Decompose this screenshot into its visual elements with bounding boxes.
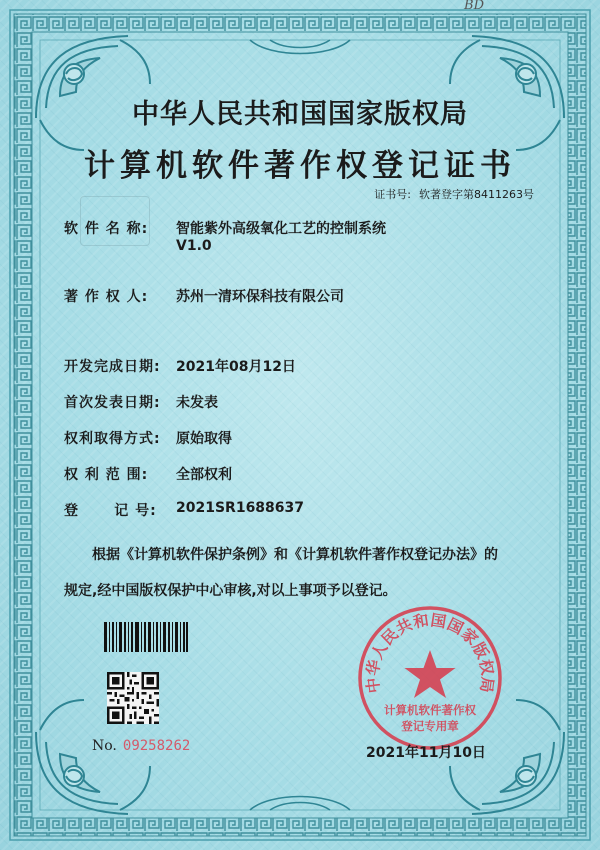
issue-date: 2021年11月10日 bbox=[366, 745, 486, 761]
field-label-completion-date: 开发完成日期: bbox=[64, 359, 161, 375]
certification-text-line2: 规定,经中国版权保护中心审核,对以上事项予以登记。 bbox=[64, 583, 397, 599]
official-seal bbox=[356, 604, 504, 752]
field-label-software-name: 软 件 名 称: bbox=[64, 221, 149, 237]
field-label-acquisition-method: 权利取得方式: bbox=[64, 431, 161, 447]
certificate-title: 计算机软件著作权登记证书 bbox=[84, 148, 516, 184]
field-value-copyright-owner: 苏州一清环保科技有限公司 bbox=[176, 289, 344, 305]
field-value-acquisition-method: 原始取得 bbox=[176, 431, 232, 447]
field-value-rights-scope: 全部权利 bbox=[176, 467, 232, 483]
issuing-authority: 中华人民共和国国家版权局 bbox=[132, 99, 468, 130]
certification-text-line1: 根据《计算机软件保护条例》和《计算机软件著作权登记办法》的 bbox=[92, 547, 498, 563]
field-label-copyright-owner: 著 作 权 人: bbox=[64, 289, 149, 305]
seal-star-icon bbox=[405, 650, 456, 698]
handwritten-mark: BD bbox=[464, 0, 484, 13]
serial-number bbox=[92, 738, 190, 754]
field-value-completion-date: 2021年08月12日 bbox=[176, 359, 296, 375]
field-label-registration-number: 登 记 号: bbox=[64, 503, 157, 519]
field-label-rights-scope: 权 利 范 围: bbox=[64, 467, 149, 483]
certificate-number bbox=[374, 186, 534, 202]
seal-outer-text: 中华人民共和国国家版权局 bbox=[363, 611, 497, 695]
qr-code bbox=[107, 672, 159, 724]
certificate-number-label: 证书号: bbox=[374, 188, 411, 201]
field-value-software-version: V1.0 bbox=[176, 238, 212, 254]
serial-number-value: 09258262 bbox=[122, 738, 191, 754]
seal-inner-line1: 计算机软件著作权 bbox=[384, 703, 476, 717]
barcode bbox=[104, 622, 188, 652]
field-value-software-name: 智能紫外高级氧化工艺的控制系统 bbox=[176, 221, 386, 237]
serial-number-label: No. bbox=[92, 738, 117, 754]
certificate-number-value: 软著登字第8411263号 bbox=[419, 188, 534, 201]
field-label-publication-date: 首次发表日期: bbox=[64, 395, 161, 411]
seal-inner-line2: 登记专用章 bbox=[401, 719, 459, 733]
field-value-publication-date: 未发表 bbox=[176, 395, 218, 411]
field-value-registration-number: 2021SR1688637 bbox=[176, 500, 305, 516]
